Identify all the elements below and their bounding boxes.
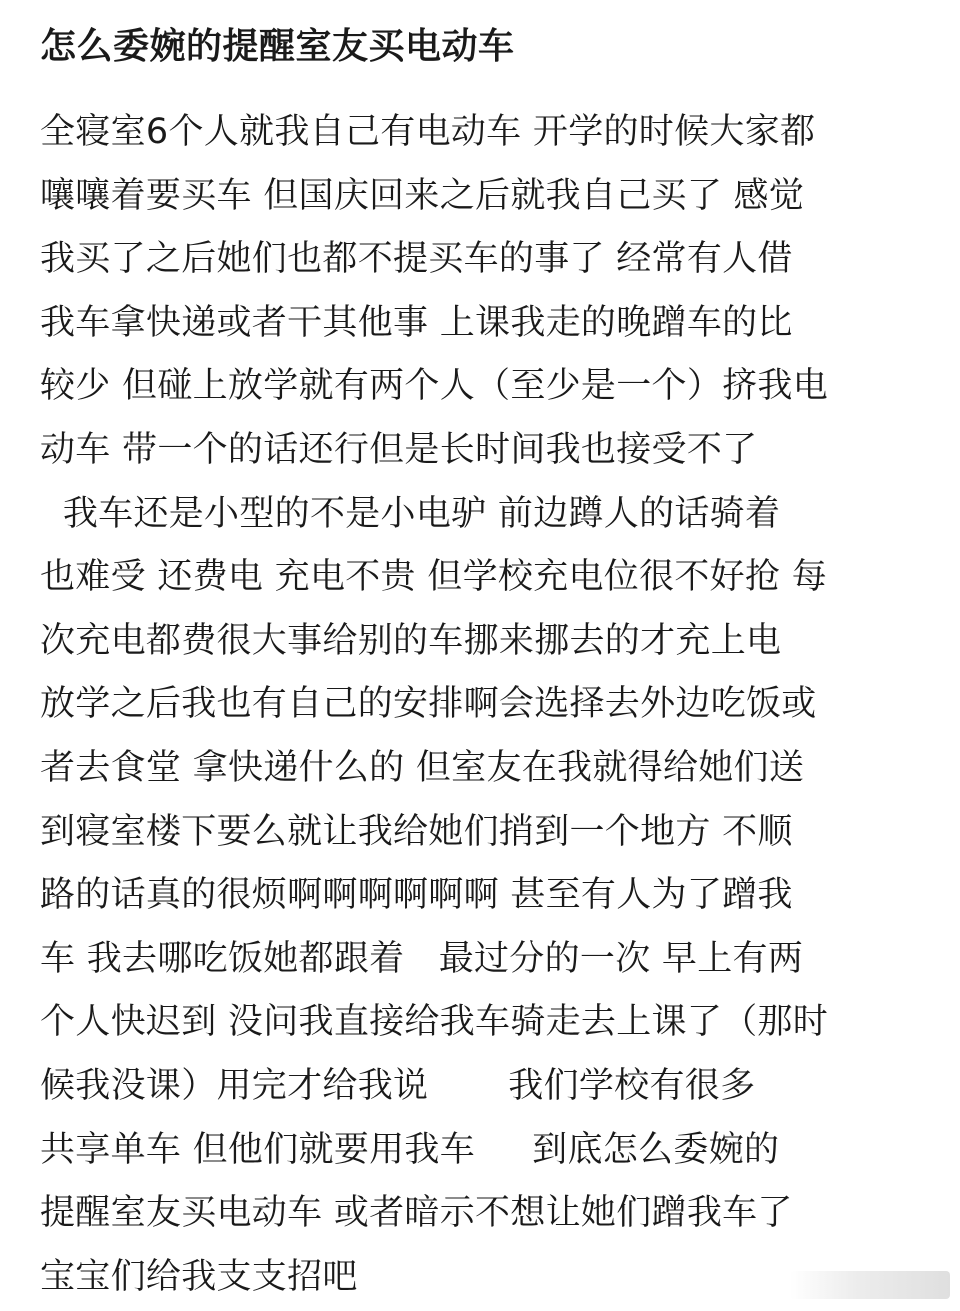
body-line: 较少 但碰上放学就有两个人（至少是一个）挤我电 — [40, 366, 829, 407]
body-line: 到寝室楼下要么就让我给她们捎到一个地方 不顺 — [40, 811, 793, 852]
body-line: 动车 带一个的话还行但是长时间我也接受不了 — [40, 429, 758, 470]
body-line: 宝宝们给我支支招吧 — [40, 1256, 358, 1297]
body-line: 候我没课）用完才给我说 我们学校有很多 — [40, 1065, 756, 1106]
body-line: 我车还是小型的不是小电驴 前边蹲人的话骑着 — [40, 493, 781, 534]
body-line: 次充电都费很大事给别的车挪来挪去的才充上电 — [40, 620, 782, 661]
body-line: 共享单车 但他们就要用我车 到底怎么委婉的 — [40, 1129, 780, 1170]
body-line: 者去食堂 拿快递什么的 但室友在我就得给她们送 — [40, 747, 805, 788]
body-line: 个人快迟到 没问我直接给我车骑走去上课了（那时 — [40, 1002, 829, 1043]
body-line: 车 我去哪吃饭她都跟着 最过分的一次 早上有两 — [40, 938, 804, 979]
post-title: 怎么委婉的提醒室友买电动车 — [40, 26, 515, 67]
body-line: 路的话真的很烦啊啊啊啊啊啊 甚至有人为了蹭我 — [40, 875, 793, 916]
body-line: 也难受 还费电 充电不贵 但学校充电位很不好抢 每 — [40, 557, 828, 598]
body-line: 全寝室6个人就我自己有电动车 开学的时候大家都 — [40, 112, 816, 152]
body-line: 嚷嚷着要买车 但国庆回来之后就我自己买了 感觉 — [40, 175, 805, 216]
post-body — [40, 101, 930, 1309]
body-line: 提醒室友买电动车 或者暗示不想让她们蹭我车了 — [40, 1193, 793, 1234]
body-line: 我车拿快递或者干其他事 上课我走的晚蹭车的比 — [40, 302, 793, 343]
body-line: 我买了之后她们也都不提买车的事了 经常有人借 — [40, 239, 793, 280]
watermark — [790, 1271, 950, 1299]
body-line: 放学之后我也有自己的安排啊会选择去外边吃饭或 — [40, 684, 817, 725]
